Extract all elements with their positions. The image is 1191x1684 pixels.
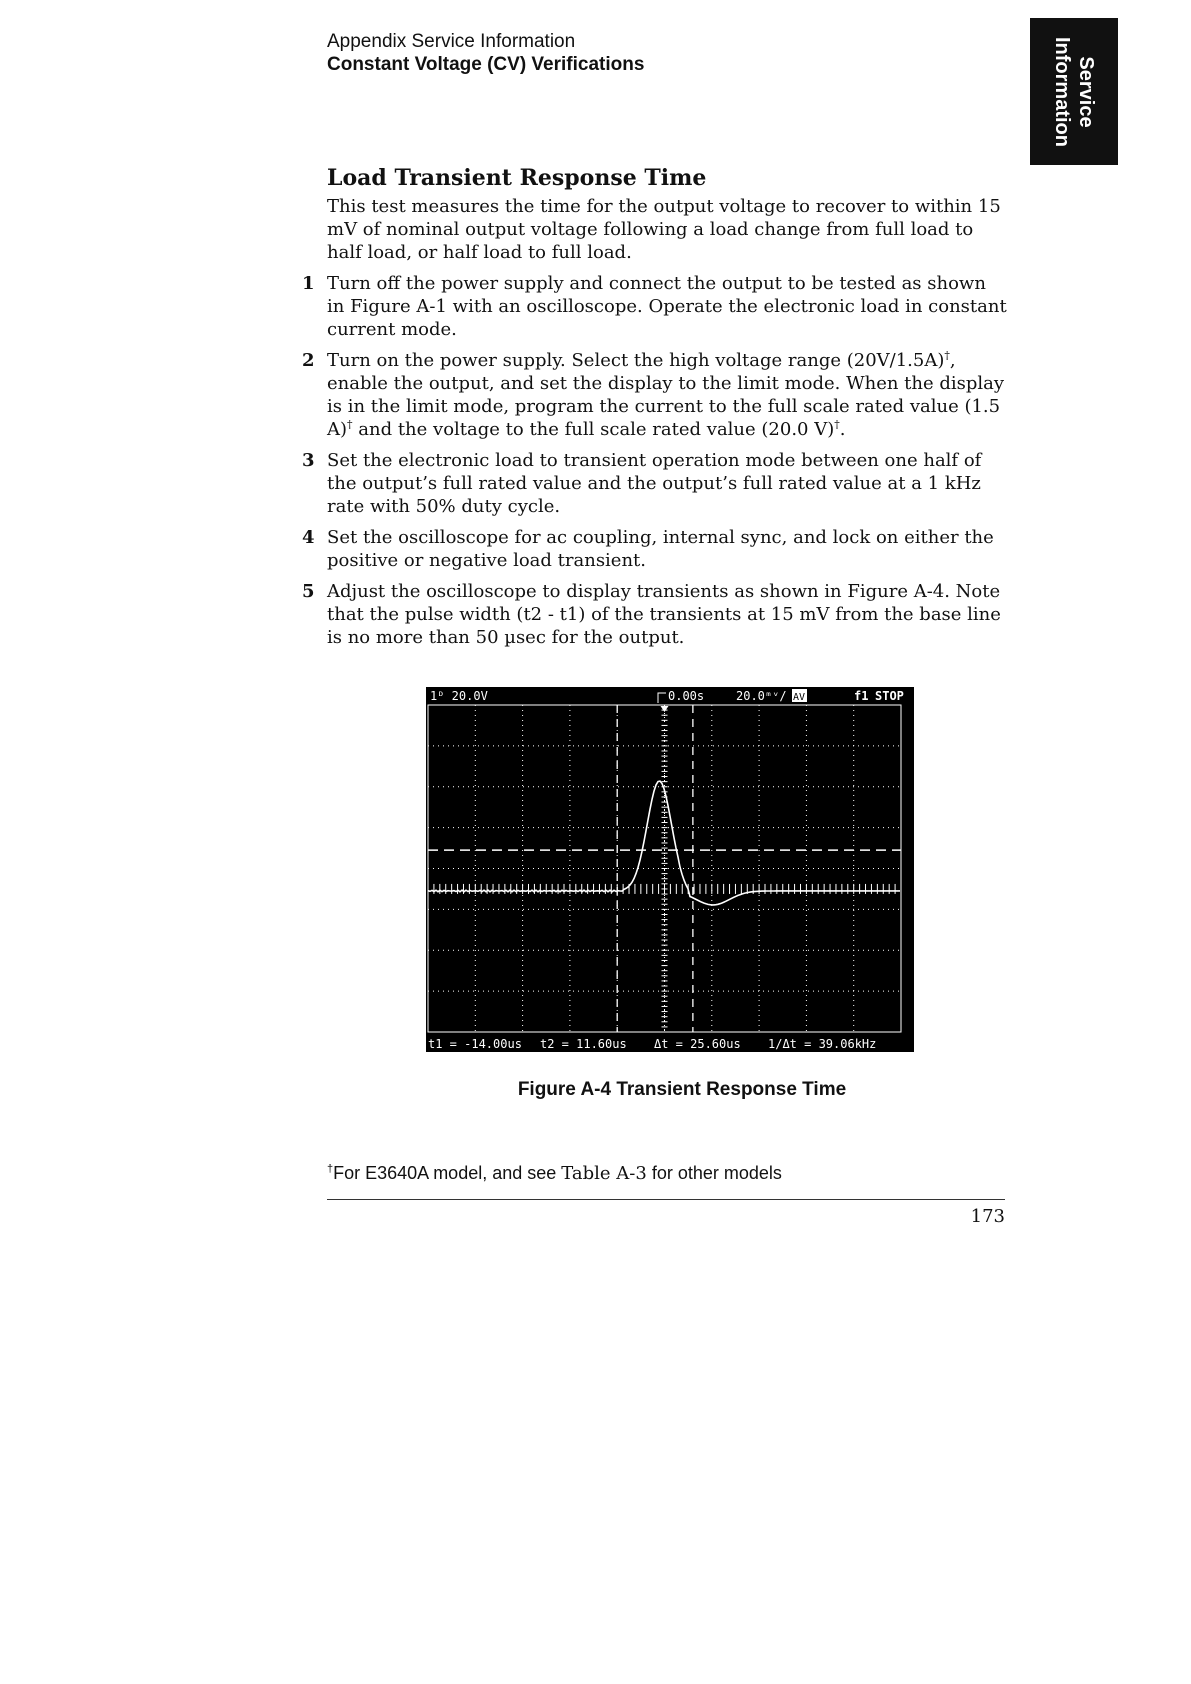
section-intro: This test measures the time for the output voltage to recover to within 15 mV of nominal output voltage following a load change from full load to half load, or half load to full load. xyxy=(327,196,1001,263)
step-5 xyxy=(298,580,1008,649)
step-number: 2 xyxy=(302,350,315,371)
step-text: Set the oscilloscope for ac coupling, internal sync, and lock on either the positive or negative load transient. xyxy=(327,527,994,571)
scope-trigger-source: f1 xyxy=(854,689,869,703)
scope-vertical-scale: 20.0ᵐᵛ/ xyxy=(736,689,787,703)
scope-channel-readout: 1ᴰ 20.0V xyxy=(430,689,488,703)
step-text-part: Turn on the power supply. Select the high voltage range (20V/1.5A) xyxy=(327,350,945,371)
step-3 xyxy=(298,449,1008,518)
step-1 xyxy=(298,272,1008,341)
step-text-part: , enable the output, and set the display to the limit mode. When the display is in the limit mode, program the current to the full scale rated value (1.5 A) xyxy=(327,350,1005,440)
figure-caption: Figure A-4 Transient Response Time xyxy=(517,1079,847,1100)
step-4 xyxy=(298,526,1008,572)
side-tab-line2: Information xyxy=(1051,36,1073,147)
side-tab-line1: Service xyxy=(1075,55,1097,128)
step-number: 1 xyxy=(302,273,315,294)
step-text-part: . xyxy=(839,419,846,440)
running-header-title: Constant Voltage (CV) Verifications xyxy=(327,54,645,75)
step-number: 3 xyxy=(302,450,315,471)
scope-time-offset: 0.00s xyxy=(668,689,705,703)
footnote-dagger: † xyxy=(327,1163,334,1175)
step-number: 5 xyxy=(302,581,315,602)
section-title: Load Transient Response Time xyxy=(327,165,707,191)
dagger-mark: † xyxy=(834,418,840,431)
procedure-steps xyxy=(298,272,1008,657)
scope-cursor-t1: t1 = -14.00us xyxy=(428,1037,522,1051)
step-text-part: and the voltage to the full scale rated value (20.0 V) xyxy=(352,419,835,440)
scope-cursor-t2: t2 = 11.60us xyxy=(540,1037,627,1051)
dagger-mark: † xyxy=(347,418,353,431)
scope-acq-mode: AV xyxy=(793,692,806,703)
step-2 xyxy=(298,349,1008,441)
scope-cursor-frequency: 1/Δt = 39.06kHz xyxy=(768,1037,877,1051)
scope-run-status: STOP xyxy=(875,689,904,703)
page-number: 173 xyxy=(970,1206,1005,1227)
running-header-section: Appendix Service Information xyxy=(327,31,576,52)
footnote-table-ref: Table A-3 xyxy=(561,1163,647,1184)
step-text: Set the electronic load to transient operation mode between one half of the output’s full rated value and the output’s full rated value at a 1 kHz rate with 50% duty cycle. xyxy=(327,450,982,517)
footnote xyxy=(327,1163,782,1184)
oscilloscope-screenshot xyxy=(426,687,914,1052)
footnote-text-end: for other models xyxy=(646,1163,782,1183)
step-number: 4 xyxy=(302,527,315,548)
oscilloscope-display xyxy=(426,687,914,1052)
footnote-text: For E3640A model, and see xyxy=(333,1163,562,1183)
dagger-mark: † xyxy=(944,349,950,362)
scope-cursor-delta: Δt = 25.60us xyxy=(654,1037,741,1051)
step-text: Adjust the oscilloscope to display transients as shown in Figure A-4. Note that the pulse width (t2 - t1) of the transients at 15 mV from the base line is no more than 50 µsec for the output. xyxy=(327,581,1001,648)
side-tab xyxy=(1030,18,1118,165)
step-text: Turn off the power supply and connect the output to be tested as shown in Figure A-1 with an oscilloscope. Operate the electronic load in constant current mode. xyxy=(327,273,1007,340)
footer-rule xyxy=(327,1199,1005,1200)
